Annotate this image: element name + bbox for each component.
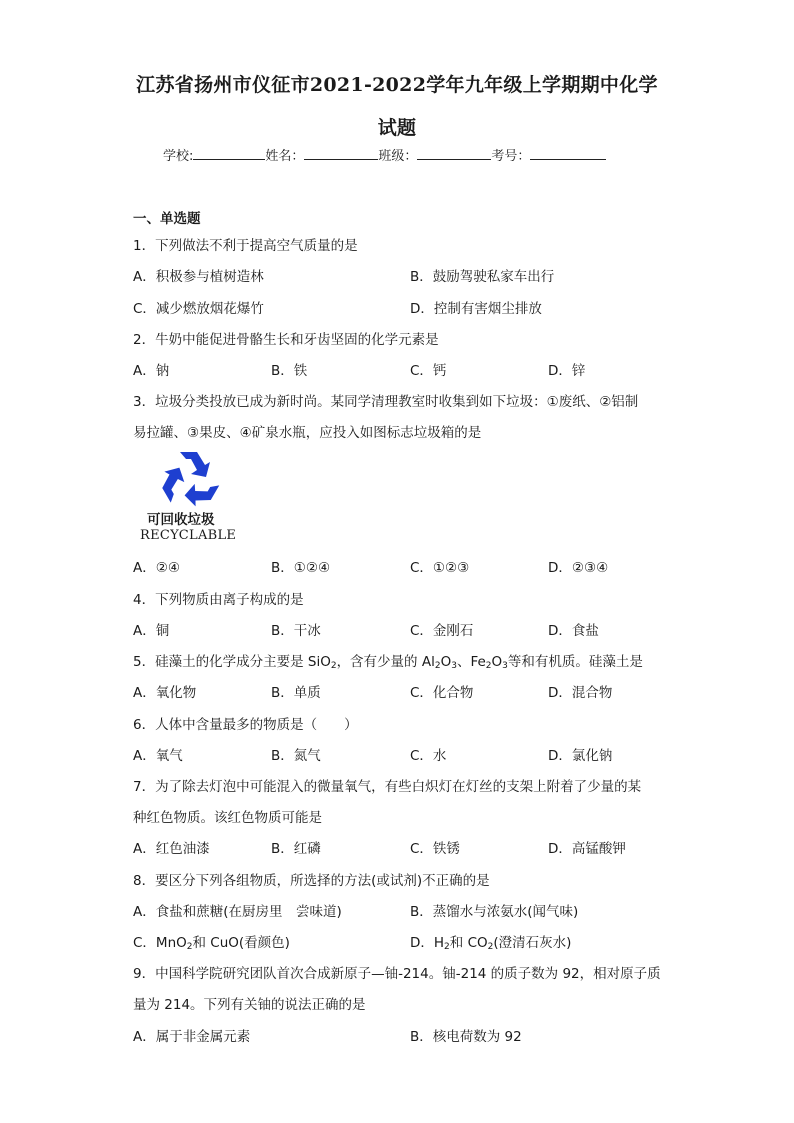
- q8-option-c[interactable]: [133, 931, 290, 952]
- q5-stem-part: O: [440, 654, 452, 670]
- q6-option-b[interactable]: B．氮气: [271, 748, 321, 764]
- q6-stem: 6．人体中含量最多的物质是（ ）: [133, 717, 358, 733]
- q2-option-a[interactable]: A．钠: [133, 363, 170, 379]
- q5-sub: 2: [330, 661, 337, 671]
- recycle-label-en: RECYCLABLE: [140, 528, 237, 543]
- q3-stem-line1: 3．垃圾分类投放已成为新时尚。某同学清理教室时收集到如下垃圾：①废纸、②铝制: [133, 394, 639, 410]
- q7-stem-line1: 7．为了除去灯泡中可能混入的微量氧气，有些白炽灯在灯丝的支架上附着了少量的某: [133, 779, 642, 795]
- q8-option-b[interactable]: B．蒸馏水与浓氨水(闻气味): [410, 904, 579, 920]
- q7-stem-line2: 种红色物质。该红色物质可能是: [133, 810, 322, 826]
- q5-stem-part: 、Fe: [456, 654, 486, 670]
- name-blank[interactable]: [304, 145, 378, 160]
- q3-option-d[interactable]: D．②③④: [548, 560, 609, 576]
- q1-option-b[interactable]: B．鼓励驾驶私家车出行: [410, 269, 555, 285]
- number-blank[interactable]: [530, 145, 606, 160]
- q2-option-d[interactable]: D．锌: [548, 363, 586, 379]
- q3-stem-line2: 易拉罐、③果皮、④矿泉水瓶，应投入如图标志垃圾箱的是: [133, 425, 482, 441]
- q6-option-a[interactable]: A．氧气: [133, 748, 183, 764]
- exam-title-line1: 江苏省扬州市仪征市2021-2022学年九年级上学期期中化学: [136, 74, 658, 96]
- student-info-row: [163, 145, 606, 164]
- q5-sub: 2: [434, 661, 441, 671]
- q8-option-d-part: (澄清石灰水): [493, 935, 572, 951]
- q7-option-a[interactable]: A．红色油漆: [133, 841, 210, 857]
- q8-option-c-part: 和 CuO(看颜色): [192, 935, 290, 951]
- q2-stem: 2．牛奶中能促进骨骼生长和牙齿坚固的化学元素是: [133, 332, 439, 348]
- q8-option-a[interactable]: A．食盐和蔗糖(在厨房里 尝味道): [133, 904, 342, 920]
- name-label: 姓名：: [265, 149, 305, 164]
- q2-option-b[interactable]: B．铁: [271, 363, 308, 379]
- q1-option-a[interactable]: A．积极参与植树造林: [133, 269, 264, 285]
- recycle-label-cn: 可回收垃圾: [147, 512, 215, 528]
- q5-option-d[interactable]: D．混合物: [548, 685, 613, 701]
- class-blank[interactable]: [417, 145, 491, 160]
- q7-option-d[interactable]: D．高锰酸钾: [548, 841, 626, 857]
- q5-stem: [133, 650, 643, 671]
- q9-option-b[interactable]: B．核电荷数为 92: [410, 1029, 522, 1045]
- q5-sub: 2: [485, 661, 492, 671]
- q8-sub: 2: [444, 942, 450, 952]
- q5-sub: 3: [451, 661, 457, 671]
- q5-option-a[interactable]: A．氧化物: [133, 685, 197, 701]
- q5-stem-part: 5．硅藻土的化学成分主要是 SiO: [133, 654, 331, 670]
- number-label: 考号：: [491, 149, 531, 164]
- q3-option-a[interactable]: A．②④: [133, 560, 180, 576]
- q3-option-c[interactable]: C．①②③: [410, 560, 470, 576]
- exam-title-line2: 试题: [377, 117, 417, 139]
- q8-option-d-part: D．H: [410, 935, 445, 951]
- section-heading: 一、单选题: [133, 211, 201, 227]
- q1-stem: 1．下列做法不利于提高空气质量的是: [133, 238, 358, 254]
- q3-option-b[interactable]: B．①②④: [271, 560, 331, 576]
- q5-option-c[interactable]: C．化合物: [410, 685, 474, 701]
- q5-stem-part: ，含有少量的 Al: [336, 654, 435, 670]
- q5-stem-part: O: [491, 654, 503, 670]
- q7-option-b[interactable]: B．红磷: [271, 841, 321, 857]
- q8-sub: 2: [186, 942, 193, 952]
- q5-sub: 3: [502, 661, 508, 671]
- q8-sub: 2: [487, 942, 494, 952]
- q9-stem-line2: 量为 214。下列有关铀的说法正确的是: [133, 997, 366, 1013]
- q4-option-d[interactable]: D．食盐: [548, 623, 599, 639]
- school-blank[interactable]: [193, 145, 265, 160]
- q7-option-c[interactable]: C．铁锈: [410, 841, 460, 857]
- q5-stem-part: 等和有机质。硅藻土是: [507, 654, 643, 670]
- school-label: 学校:: [163, 149, 194, 164]
- q8-option-d-part: 和 CO: [449, 935, 488, 951]
- q4-option-a[interactable]: A．铜: [133, 623, 170, 639]
- q2-option-c[interactable]: C．钙: [410, 363, 447, 379]
- q6-option-c[interactable]: C．水: [410, 748, 447, 764]
- q6-option-d[interactable]: D．氯化钠: [548, 748, 613, 764]
- q8-stem: 8．要区分下列各组物质，所选择的方法(或试剂)不正确的是: [133, 873, 490, 889]
- recycle-icon: [150, 448, 230, 508]
- class-label: 班级：: [378, 149, 418, 164]
- q4-option-c[interactable]: C．金刚石: [410, 623, 474, 639]
- q1-option-c[interactable]: C．减少燃放烟花爆竹: [133, 301, 264, 317]
- q9-option-a[interactable]: A．属于非金属元素: [133, 1029, 251, 1045]
- q4-option-b[interactable]: B．干冰: [271, 623, 321, 639]
- q9-stem-line1: 9．中国科学院研究团队首次合成新原子—铀-214。铀-214 的质子数为 92，相对原子质: [133, 966, 661, 982]
- q8-option-d[interactable]: [410, 931, 571, 952]
- q1-option-d[interactable]: D．控制有害烟尘排放: [410, 301, 542, 317]
- q4-stem: 4．下列物质由离子构成的是: [133, 592, 304, 608]
- q5-option-b[interactable]: B．单质: [271, 685, 321, 701]
- q8-option-c-part: C．MnO: [133, 935, 187, 951]
